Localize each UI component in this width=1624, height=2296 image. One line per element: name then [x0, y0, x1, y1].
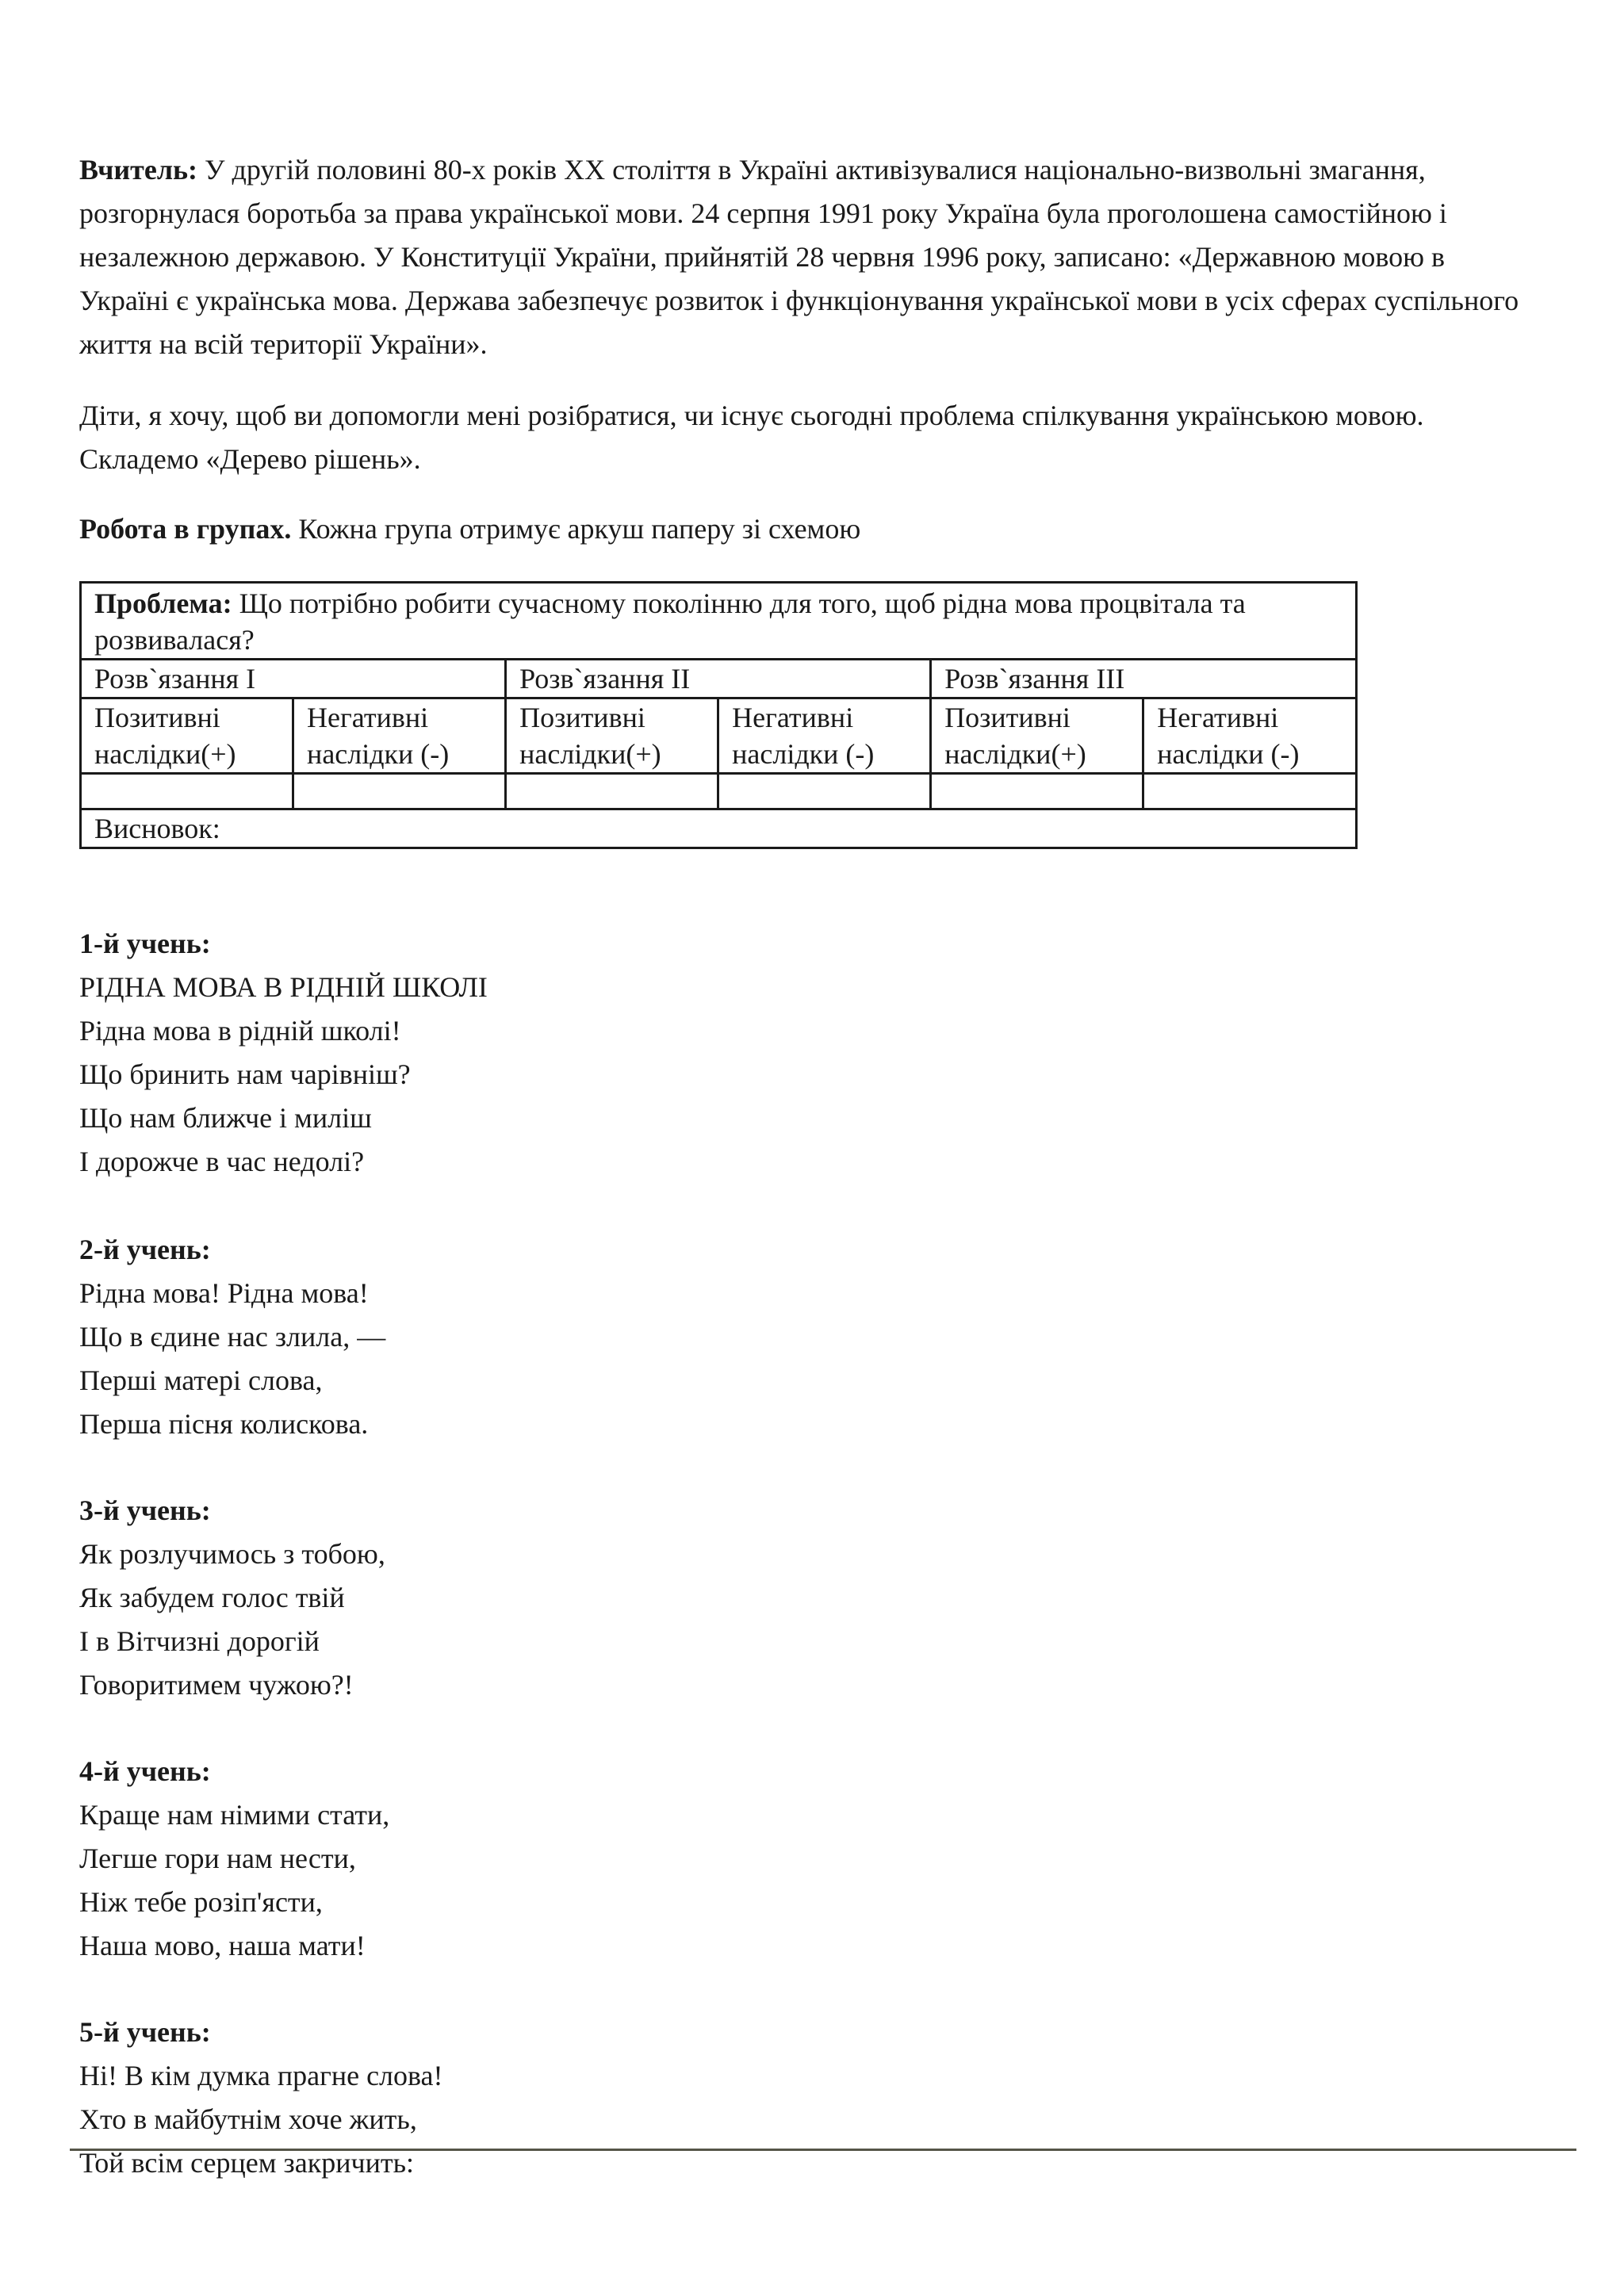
poem-line: Як розлучимось з тобою,: [79, 1538, 385, 1570]
problem-row: [81, 583, 1357, 660]
empty-cell-1: [81, 774, 293, 809]
problem-label: Проблема:: [94, 587, 232, 619]
positive-consequences-1: Позитивні наслідки(+): [81, 698, 293, 774]
poem-line: Що в єдине нас злила, —: [79, 1321, 386, 1353]
group-work-paragraph: [79, 507, 1538, 551]
group-work-label: Робота в групах.: [79, 513, 292, 545]
poem-line: Говоритимем чужою?!: [79, 1669, 354, 1701]
empty-cell-5: [931, 774, 1143, 809]
problem-cell: [81, 583, 1357, 660]
poem-line: Краще нам німими стати,: [79, 1799, 390, 1831]
poem-line: І дорожче в час недолі?: [79, 1146, 365, 1177]
stanza-2: [79, 1228, 1189, 1446]
teacher-paragraph: [79, 148, 1538, 366]
poem-line: Що нам ближче і миліш: [79, 1102, 372, 1134]
poem-line: Як забудем голос твій: [79, 1582, 345, 1613]
teacher-label: Вчитель:: [79, 154, 198, 186]
speaker-label: 1-й учень:: [79, 928, 211, 959]
speaker-label: 4-й учень:: [79, 1755, 211, 1787]
poem-line: Ніж тебе розіп'ясти,: [79, 1886, 323, 1918]
speaker-label: 3-й учень:: [79, 1494, 211, 1526]
positive-consequences-3: Позитивні наслідки(+): [931, 698, 1143, 774]
empty-answer-row: [81, 774, 1357, 809]
negative-consequences-1: Негативні наслідки (-): [293, 698, 506, 774]
poem-line: Рідна мова! Рідна мова!: [79, 1277, 369, 1309]
empty-cell-4: [718, 774, 931, 809]
poem-line: Рідна мова в рідній школі!: [79, 1015, 401, 1047]
question-paragraph: [79, 394, 1538, 481]
stanza-5: [79, 2011, 1189, 2185]
stanza-1: [79, 922, 1189, 1184]
poem-line: Легше гори нам нести,: [79, 1843, 356, 1874]
conclusion-cell: Висновок:: [81, 809, 1357, 848]
consequences-row: [81, 698, 1357, 774]
poem-line: Хто в майбутнім хоче жить,: [79, 2103, 417, 2135]
question-text: Діти, я хочу, щоб ви допомогли мені розібратися, чи існує сьогодні проблема спілкування українською мовою. Складемо «Дерево рішень».: [79, 400, 1424, 475]
poem-line: Ні! В кім думка прагне слова!: [79, 2060, 443, 2091]
solution-cell-2: Розв`язання II: [506, 660, 931, 698]
teacher-text: У другій половині 80-х років XX століття в Україні активізувалися національно-визвольні змагання, розгорнулася боротьба за права української мови. 24 серпня 1991 року Україна була проголошена самостійною і незалежною державою. У Конституції України, прийнятій 28 червня 1996 року, записано: «Державною мовою в Україні є українська мова. Держава забезпечує розвиток і функціонування української мови в усіх сферах суспільного життя на всій території України».: [79, 154, 1519, 360]
poem-line: Що бринить нам чарівніш?: [79, 1058, 411, 1090]
solution-cell-3: Розв`язання III: [931, 660, 1357, 698]
empty-cell-6: [1143, 774, 1357, 809]
group-work-text: Кожна група отримує аркуш паперу зі схемою: [291, 513, 861, 545]
negative-consequences-2: Негативні наслідки (-): [718, 698, 931, 774]
stanza-3: [79, 1489, 1189, 1707]
poem-line: Перша пісня колискова.: [79, 1408, 369, 1440]
footer-divider: [70, 2149, 1576, 2151]
empty-cell-3: [506, 774, 718, 809]
negative-consequences-3: Негативні наслідки (-): [1143, 698, 1357, 774]
positive-consequences-2: Позитивні наслідки(+): [506, 698, 718, 774]
poem-line: Той всім серцем закричить:: [79, 2147, 414, 2179]
poem-title: РІДНА МОВА В РІДНІЙ ШКОЛІ: [79, 971, 488, 1003]
empty-cell-2: [293, 774, 506, 809]
poem-line: Наша мово, наша мати!: [79, 1930, 366, 1961]
poem-line: І в Вітчизні дорогій: [79, 1625, 320, 1657]
conclusion-row: [81, 809, 1357, 848]
speaker-label: 2-й учень:: [79, 1234, 211, 1265]
poem-line: Перші матері слова,: [79, 1364, 323, 1396]
solutions-row: [81, 660, 1357, 698]
stanza-4: [79, 1750, 1189, 1968]
decision-tree-table: [79, 581, 1358, 849]
solution-cell-1: Розв`язання I: [81, 660, 506, 698]
speaker-label: 5-й учень:: [79, 2016, 211, 2048]
problem-text: Що потрібно робити сучасному поколінню для того, щоб рідна мова процвітала та розвивалася?: [94, 587, 1246, 656]
